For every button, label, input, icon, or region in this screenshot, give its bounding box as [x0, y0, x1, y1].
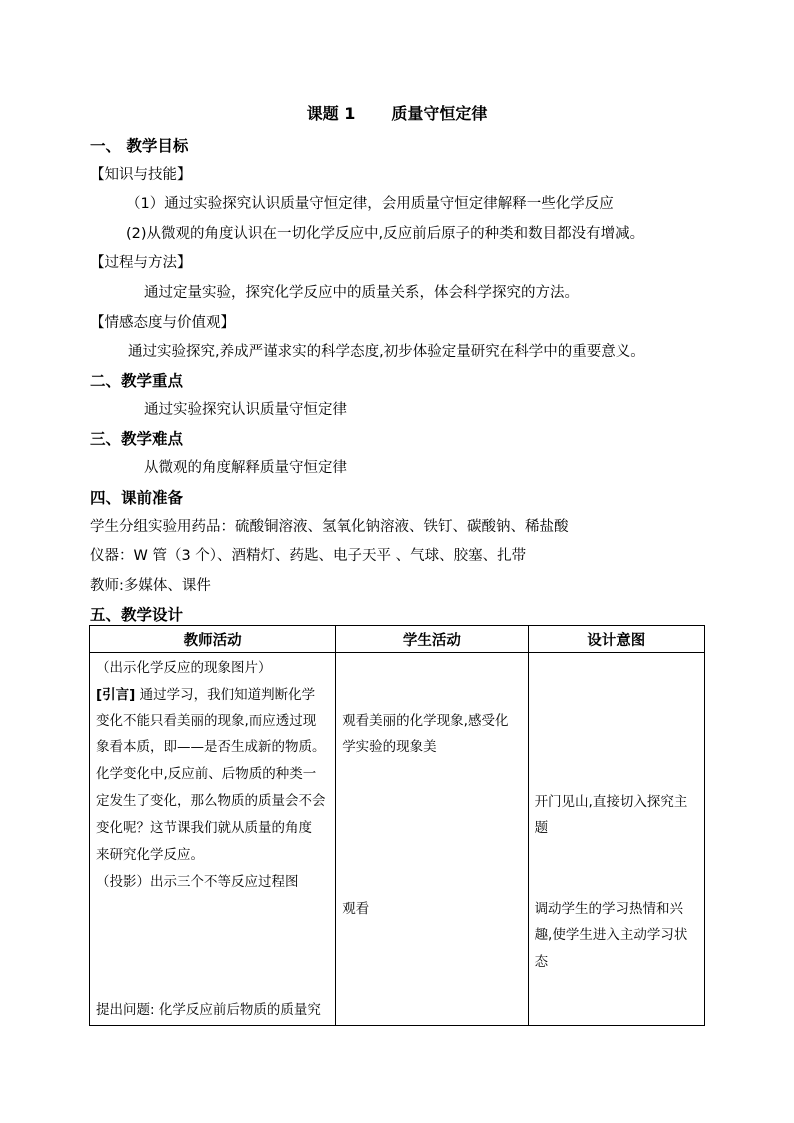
student-line: 观看	[342, 901, 370, 917]
teacher-line: （出示化学反应的现象图片）	[96, 660, 272, 676]
intent-line: 题	[534, 820, 549, 836]
table-header-row	[90, 626, 705, 653]
heading-difficulty: 三、教学难点	[90, 430, 184, 448]
teacher-line: 变化不能只看美丽的现象,而应透过现	[96, 713, 317, 729]
student-line: 学实验的现象美	[342, 739, 437, 755]
teacher-line: 象看本质，即——是否生成新的物质。	[96, 739, 326, 755]
key-point-item: 通过实验探究认识质量守恒定律	[144, 402, 347, 418]
prep-teacher: 教师:多媒体、课件	[90, 578, 211, 594]
teacher-line: （投影）出示三个不等反应过程图	[96, 874, 299, 890]
student-activity-cell	[336, 653, 528, 1026]
heading-goals: 一、 教学目标	[90, 137, 189, 155]
prep-instruments: 仪器：W 管（3 个）、酒精灯、药匙、电子天平 、气球、胶塞、扎带	[90, 548, 527, 564]
teacher-line: 定发生了变化，那么物质的质量会不会	[96, 793, 326, 809]
heading-design: 五、教学设计	[90, 606, 184, 624]
subheading-emotion: 【情感态度与价值观】	[90, 315, 235, 331]
header-student-activity: 学生活动	[336, 626, 528, 653]
knowledge-item-1: （1）通过实验探究认识质量守恒定律，会用质量守恒定律解释一些化学反应	[126, 196, 614, 212]
prep-reagents: 学生分组实验用药品：硫酸铜溶液、氢氧化钠溶液、铁钉、碳酸钠、稀盐酸	[90, 519, 569, 535]
table-row	[90, 653, 705, 1026]
process-item-1: 通过定量实验，探究化学反应中的质量关系，体会科学探究的方法。	[144, 285, 579, 301]
header-design-intent: 设计意图	[528, 626, 704, 653]
design-intent-cell	[528, 653, 704, 1026]
header-teacher-activity: 教师活动	[90, 626, 336, 653]
teacher-line: [引言] 通过学习，我们知道判断化学	[96, 687, 316, 703]
teaching-design-table	[89, 625, 705, 1026]
intent-line: 态	[534, 954, 549, 970]
intent-line: 开门见山,直接切入探究主	[534, 794, 688, 810]
teacher-line: 提出问题: 化学反应前后物质的质量究	[96, 1002, 321, 1018]
intent-line: 趣,使学生进入主动学习状	[534, 927, 688, 943]
intent-line: 调动学生的学习热情和兴	[534, 901, 684, 917]
teacher-activity-cell	[90, 653, 336, 1026]
heading-preparation: 四、课前准备	[90, 489, 184, 507]
knowledge-item-2: (2)从微观的角度认识在一切化学反应中,反应前后原子的种类和数目都没有增减。	[126, 226, 645, 242]
heading-key-points: 二、教学重点	[90, 372, 184, 390]
subheading-knowledge: 【知识与技能】	[90, 167, 192, 183]
teacher-line: 变化呢？这节课我们就从质量的角度	[96, 820, 312, 836]
student-line: 观看美丽的化学现象,感受化	[342, 713, 509, 729]
lesson-title	[0, 101, 794, 124]
difficulty-item: 从微观的角度解释质量守恒定律	[144, 460, 347, 476]
teacher-line: 化学变化中,反应前、后物质的种类一	[96, 766, 317, 782]
teacher-line: 来研究化学反应。	[96, 847, 204, 863]
intro-tag: [引言]	[96, 687, 136, 703]
subheading-process: 【过程与方法】	[90, 255, 192, 271]
emotion-item-1: 通过实验探究,养成严谨求实的科学态度,初步体验定量研究在科学中的重要意义。	[128, 344, 645, 360]
lesson-number: 课题 1	[306, 104, 356, 123]
lesson-name: 质量守恒定律	[391, 104, 488, 123]
